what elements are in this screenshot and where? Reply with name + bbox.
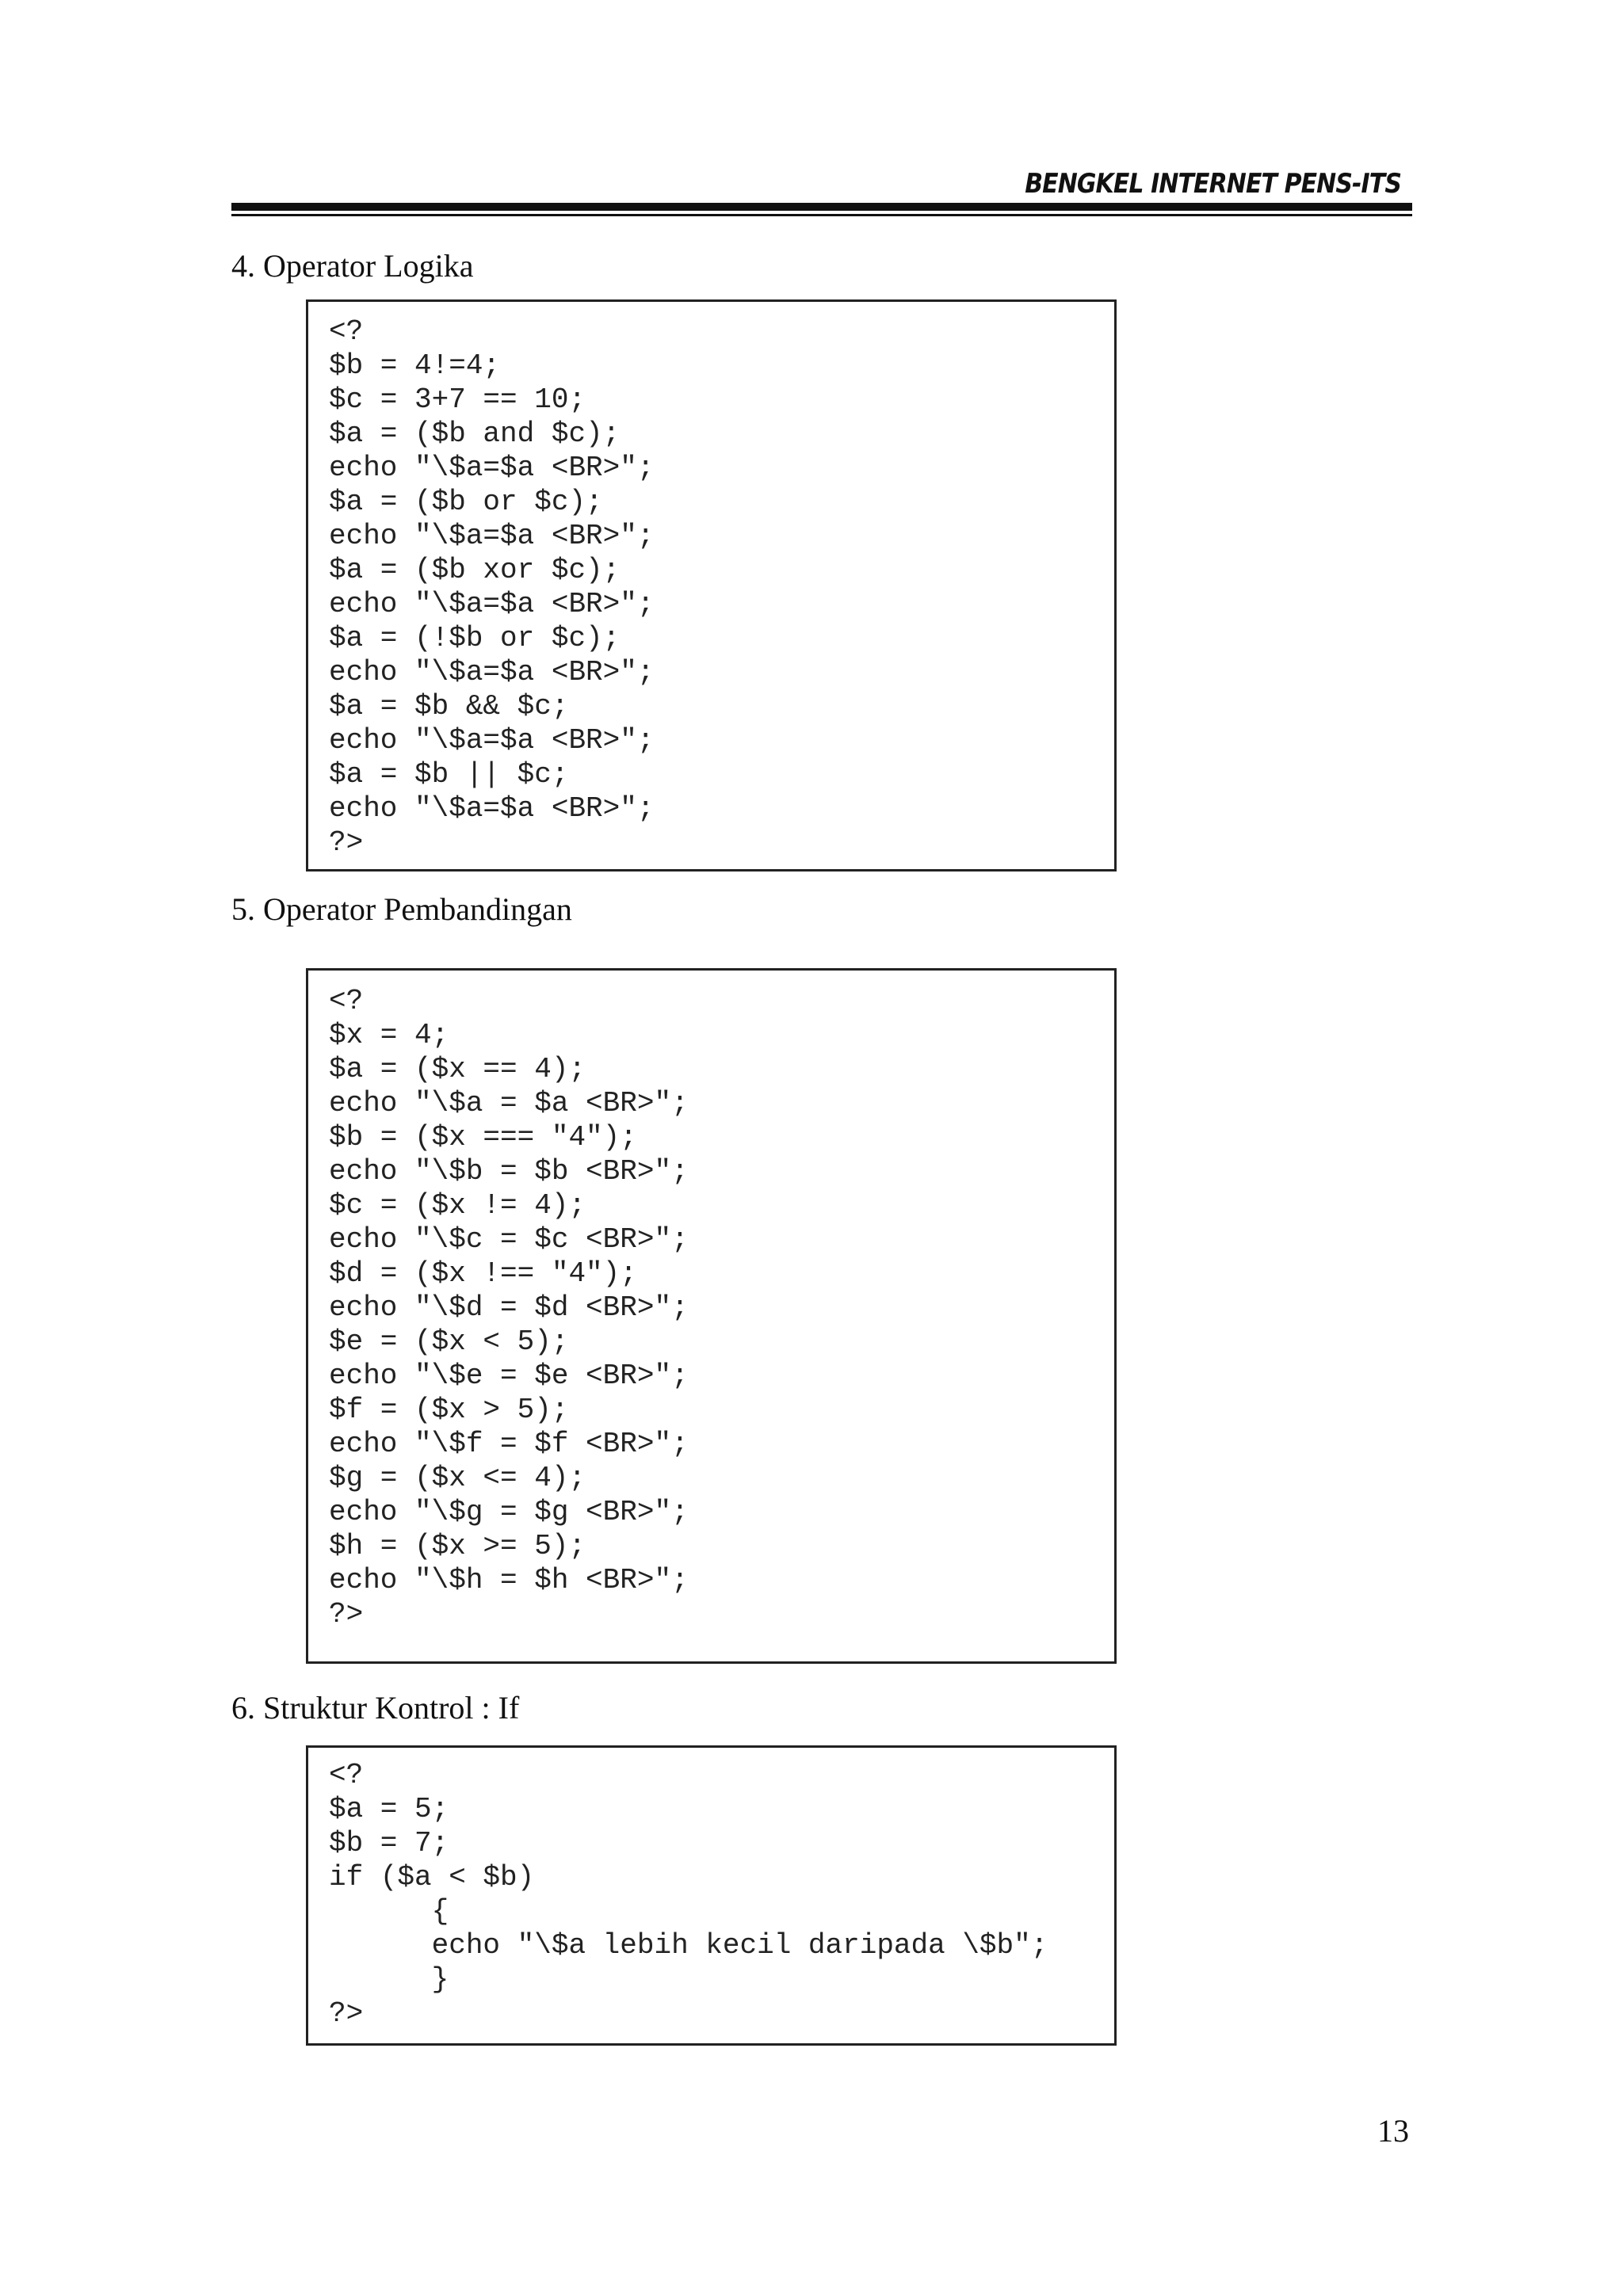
- section-heading-operator-pembandingan: 5. Operator Pembandingan: [231, 891, 572, 927]
- code-line: $a = ($x == 4);: [329, 1053, 586, 1085]
- code-line: $a = $b || $c;: [329, 758, 569, 791]
- code-line: <?: [329, 315, 364, 348]
- code-line: $a = ($b or $c);: [329, 486, 603, 518]
- page-number: 13: [1377, 2113, 1409, 2149]
- section-heading-struktur-kontrol-if: 6. Struktur Kontrol : If: [231, 1690, 520, 1726]
- code-line: $g = ($x <= 4);: [329, 1462, 586, 1494]
- code-line: echo "\$a=$a <BR>";: [329, 724, 655, 757]
- code-line: echo "\$a=$a <BR>";: [329, 452, 655, 484]
- code-line: $b = 4!=4;: [329, 349, 501, 382]
- code-line: echo "\$b = $b <BR>";: [329, 1155, 689, 1188]
- code-line: $c = ($x != 4);: [329, 1189, 586, 1222]
- code-block-operator-pembandingan: [306, 968, 1117, 1664]
- code-block-operator-logika: [306, 299, 1117, 871]
- code-lines: [329, 1758, 1048, 2031]
- section-heading-operator-logika: 4. Operator Logika: [231, 248, 474, 284]
- code-block-struktur-kontrol-if: [306, 1745, 1117, 2046]
- code-line: $a = ($b and $c);: [329, 418, 621, 450]
- code-lines: [329, 984, 689, 1631]
- header-title: BENGKEL INTERNET PENS-ITS: [1025, 168, 1401, 200]
- code-line: }: [329, 1963, 449, 1996]
- code-line: $b = ($x === "4");: [329, 1121, 637, 1154]
- code-line: echo "\$a lebih kecil daripada \$b";: [329, 1929, 1048, 1962]
- code-line: echo "\$g = $g <BR>";: [329, 1496, 689, 1528]
- code-line: ?>: [329, 1598, 364, 1630]
- code-line: echo "\$a = $a <BR>";: [329, 1087, 689, 1119]
- code-line: echo "\$h = $h <BR>";: [329, 1564, 689, 1596]
- code-line: $d = ($x !== "4");: [329, 1257, 637, 1290]
- code-line: $a = $b && $c;: [329, 690, 569, 723]
- header-rule-thick: [231, 203, 1412, 211]
- code-line: $h = ($x >= 5);: [329, 1530, 586, 1562]
- code-lines: [329, 315, 654, 860]
- header-rule-thin: [231, 214, 1412, 216]
- code-line: echo "\$c = $c <BR>";: [329, 1223, 689, 1256]
- code-line: $b = 7;: [329, 1827, 449, 1859]
- code-line: {: [329, 1895, 449, 1928]
- code-line: ?>: [329, 826, 364, 859]
- code-line: ?>: [329, 1997, 364, 2030]
- code-line: $x = 4;: [329, 1019, 449, 1051]
- code-line: <?: [329, 1759, 364, 1791]
- code-line: echo "\$a=$a <BR>";: [329, 588, 655, 620]
- code-line: $e = ($x < 5);: [329, 1325, 569, 1358]
- code-line: echo "\$a=$a <BR>";: [329, 656, 655, 688]
- code-line: $a = ($b xor $c);: [329, 554, 621, 586]
- code-line: if ($a < $b): [329, 1861, 535, 1894]
- code-line: $a = 5;: [329, 1793, 449, 1825]
- code-line: $c = 3+7 == 10;: [329, 383, 586, 416]
- code-line: echo "\$a=$a <BR>";: [329, 792, 655, 825]
- code-line: $f = ($x > 5);: [329, 1394, 569, 1426]
- code-line: echo "\$a=$a <BR>";: [329, 520, 655, 552]
- code-line: <?: [329, 985, 364, 1017]
- code-line: echo "\$d = $d <BR>";: [329, 1291, 689, 1324]
- code-line: $a = (!$b or $c);: [329, 622, 621, 654]
- code-line: echo "\$e = $e <BR>";: [329, 1360, 689, 1392]
- code-line: echo "\$f = $f <BR>";: [329, 1428, 689, 1460]
